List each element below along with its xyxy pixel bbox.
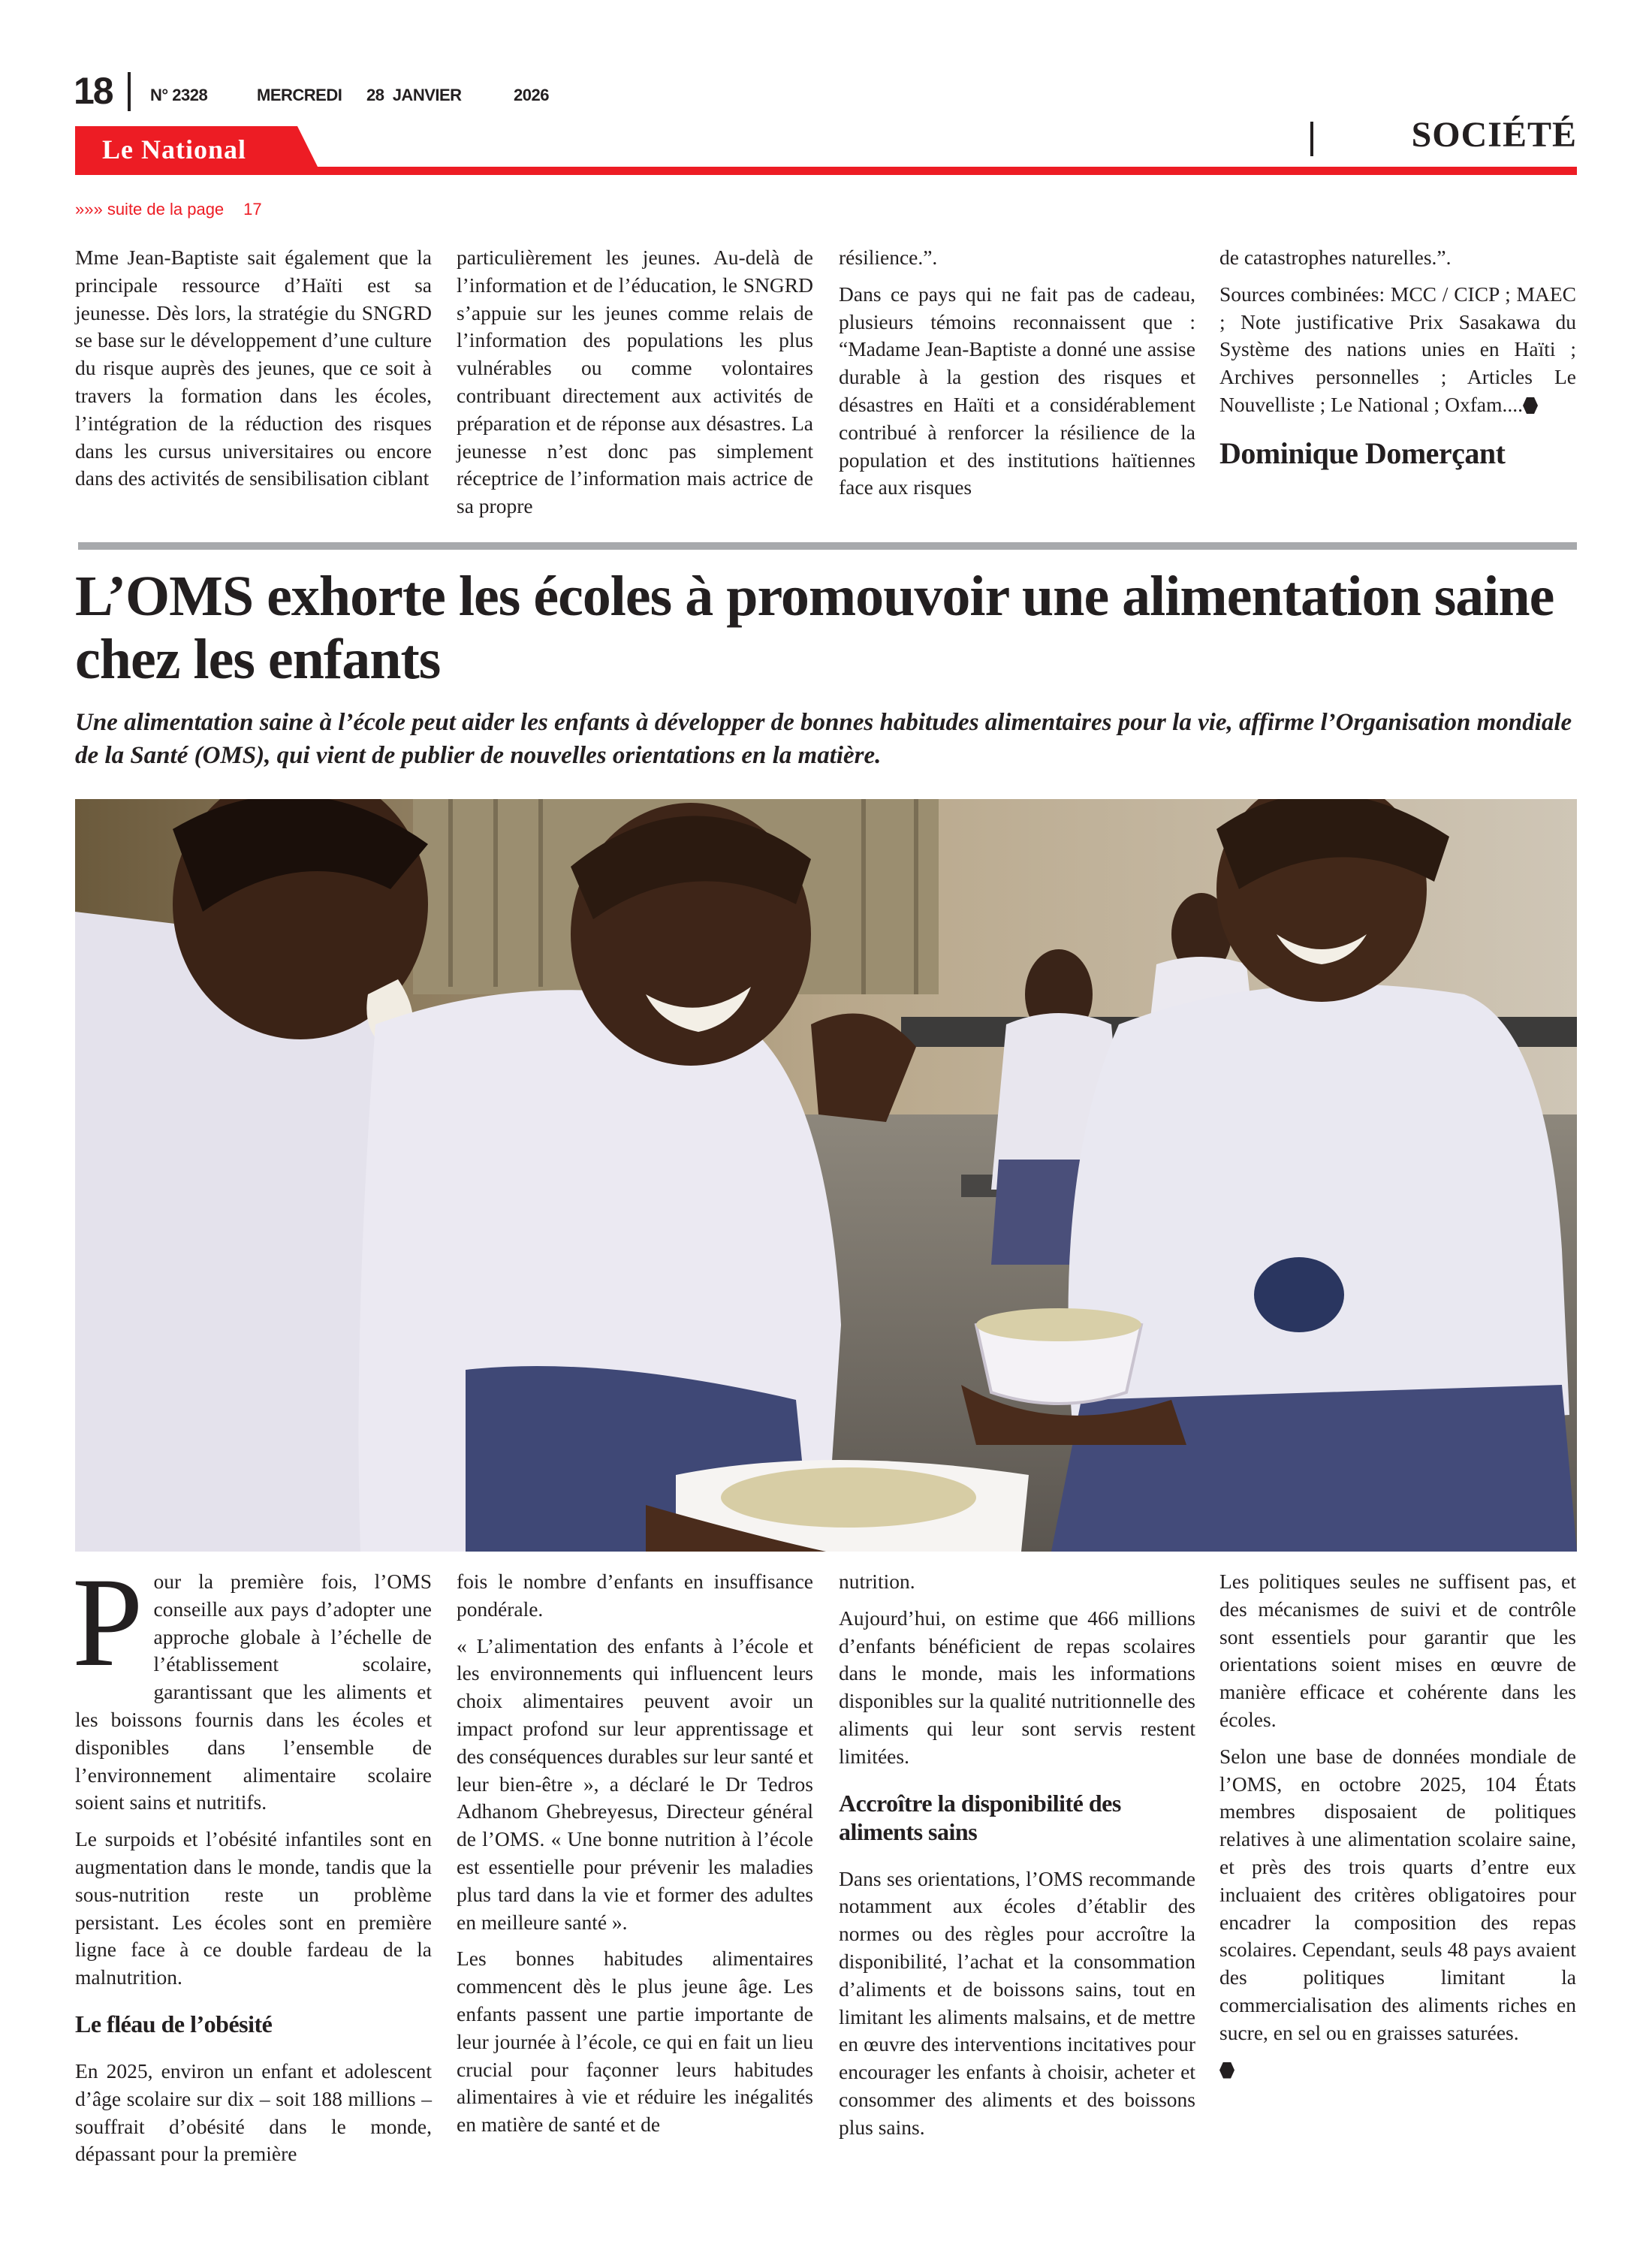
paragraph: Dans ses orientations, l’OMS recommande notamment aux écoles d’établir des normes ou des règles pour accroître la disponibilité, l’achat et la consommation d’aliments et de boissons sains, tout en limitant les aliments malsains, et de mettre en œuvre des interventions incitatives pour encourager les enfants à choisir, acheter et consommer des aliments et des boissons plus sains. bbox=[839, 1866, 1195, 2139]
paragraph: Dans ce pays qui ne fait pas de cadeau, plusieurs témoins reconnaissent que : “Madame Jean-Baptiste a donné une assise durable à la gestion des risques et désastres en Haïti et a considérablement contribué à renforcer la résilience de la population et des institutions haïtiennes face aux risques bbox=[839, 282, 1195, 499]
weekday: MERCREDI bbox=[257, 86, 342, 104]
prev-column-4 bbox=[1219, 244, 1576, 471]
deck: Une alimentation saine à l’école peut aider les enfants à développer de bonnes habitudes alimentaires pour la vie, affirme l’Organisation mondiale de la Santé (OMS), qui vient de publier de nouvelles orientations en la matière. bbox=[75, 709, 1572, 769]
paragraph bbox=[72, 1552, 432, 1817]
paragraph: particulièrement les jeunes. Au-delà de l’information et de l’éducation, le SNGRD s’appuie sur les jeunes comme relais de l’information des populations les plus vulnérables ou comme volontaires contribuant directement aux activités de préparation et de réponse aux désastres. La jeunesse n’est donc pas simplement réceptrice de l’information mais actrice de sa propre bbox=[457, 246, 813, 518]
section-title: SOCIÉTÉ bbox=[1411, 115, 1577, 155]
article-column-1 bbox=[72, 1552, 432, 2177]
divider bbox=[128, 72, 131, 111]
paragraph: Selon une base de données mondiale de l’OMS, en octobre 2025, 104 États membres disposaient de politiques relatives à une alimentation scolaire saine, et près des trois quarts d’entre eux incluaient des critères obligatoires pour encadrer la composition des repas scolaires. Cependant, seuls 48 pays avaient des politiques limitant la commercialisation des aliments riches en sucre, en sel ou en graisses saturées. bbox=[1219, 1744, 1576, 2044]
brand-logo: Le National bbox=[102, 134, 247, 164]
prev-column-2 bbox=[457, 244, 813, 529]
drop-cap: P bbox=[72, 1552, 143, 1693]
subheading: Le fléau de l’obésité bbox=[75, 2010, 273, 2037]
date: 28 JANVIER bbox=[366, 86, 462, 104]
article-column-4 bbox=[1219, 1568, 1576, 2083]
paragraph: Les politiques seules ne suffisent pas, et des mécanismes de suivi et de contrôle sont essentiels pour garantir que les orientations soient mises en œuvre de manière efficace et cohérente dans les écoles. bbox=[1219, 1570, 1576, 1731]
subheading: Accroître la disponibilité des aliments sains bbox=[839, 1789, 1121, 1845]
prev-column-1 bbox=[75, 244, 432, 502]
paragraph: En 2025, environ un enfant et adolescent d’âge scolaire sur dix – soit 188 millions – souffrait d’obésité dans le monde, dépassant pour la première bbox=[75, 2058, 432, 2166]
schoolgirls-eating-photo bbox=[75, 799, 1577, 1552]
end-mark-icon bbox=[1219, 2062, 1234, 2079]
paragraph: nutrition. bbox=[839, 1570, 915, 1593]
paragraph: fois le nombre d’enfants en insuffisance pondérale. bbox=[457, 1570, 813, 1621]
article-column-2 bbox=[457, 1568, 813, 2148]
end-mark-icon bbox=[1523, 397, 1538, 414]
continued-label: »»» suite de la page bbox=[75, 200, 225, 219]
paragraph: de catastrophes naturelles.”. bbox=[1219, 246, 1452, 269]
header-rule bbox=[75, 167, 1577, 175]
year: 2026 bbox=[514, 86, 549, 104]
paragraph: Le surpoids et l’obésité infantiles sont en augmentation dans le monde, tandis que la sous-nutrition reste un problème persistant. Les écoles sont en première ligne face à ce double fardeau de la malnutrition. bbox=[75, 1827, 432, 1989]
paragraph bbox=[1219, 281, 1576, 419]
prev-column-3 bbox=[839, 244, 1195, 511]
divider bbox=[1310, 122, 1313, 156]
paragraph: Mme Jean-Baptiste sait également que la principale ressource d’Haïti est sa jeunesse. Dès lors, la stratégie du SNGRD se base sur le développement d’une culture du risque auprès des jeunes, que ce soit à travers la formation dans les écoles, l’intégration de la réduction des risques dans les cursus universitaires ou encore dans des activités de sensibilisation ciblant bbox=[75, 246, 432, 490]
article-divider bbox=[78, 542, 1577, 550]
author: Dominique Domerçant bbox=[1219, 436, 1506, 470]
paragraph-text: our la première fois, l’OMS conseille aux pays d’adopter une approche globale à l’échelle de l’établissement scolaire, garantissant que les aliments et les boissons fournis dans les écoles et disponibles dans l’ensemble de l’environnement alimentaire scolaire soient sains et nutritifs. bbox=[75, 1570, 432, 1814]
page-number: 18 bbox=[74, 70, 113, 112]
article-photo bbox=[75, 799, 1577, 1552]
paragraph: Les bonnes habitudes alimentaires commencent dès le plus jeune âge. Les enfants passent une partie importante de leur journée à l’école, ce qui en fait un lieu crucial pour façonner leurs habitudes alimentaires à vie et réduire les inégalités en matière de santé et de bbox=[457, 1947, 813, 2137]
continued-page: 17 bbox=[243, 200, 262, 219]
headline: L’OMS exhorte les écoles à promouvoir une alimentation saine chez les enfants bbox=[75, 565, 1554, 691]
sources-text: Sources combinées: MCC / CICP ; MAEC ; Note justificative Prix Sasakawa du Système des nations unies en Haïti ; Archives personnelles ; Articles Le Nouvelliste ; Le National ; Oxfam.... bbox=[1219, 282, 1576, 416]
continued-from bbox=[75, 200, 262, 219]
paragraph: résilience.”. bbox=[839, 246, 938, 269]
issue-number: N° 2328 bbox=[150, 86, 208, 104]
paragraph: « L’alimentation des enfants à l’école et les environnements qui influencent leurs choix alimentaires peuvent avoir un impact profond sur leur apprentissage et des conséquences durables sur leur santé et leur bien-être », a déclaré le Dr Tedros Adhanom Ghebreyesus, Directeur général de l’OMS. « Une bonne nutrition à l’école est essentielle pour prévenir les maladies plus tard dans la vie et former des adultes en meilleure santé ». bbox=[457, 1633, 813, 1934]
article-column-3 bbox=[839, 1568, 1195, 2151]
paragraph: Aujourd’hui, on estime que 466 millions d’enfants bénéficient de repas scolaires dans le monde, mais les informations disponibles sur la qualité nutritionnelle des aliments qui leur sont servis restent limitées. bbox=[839, 1606, 1195, 1768]
